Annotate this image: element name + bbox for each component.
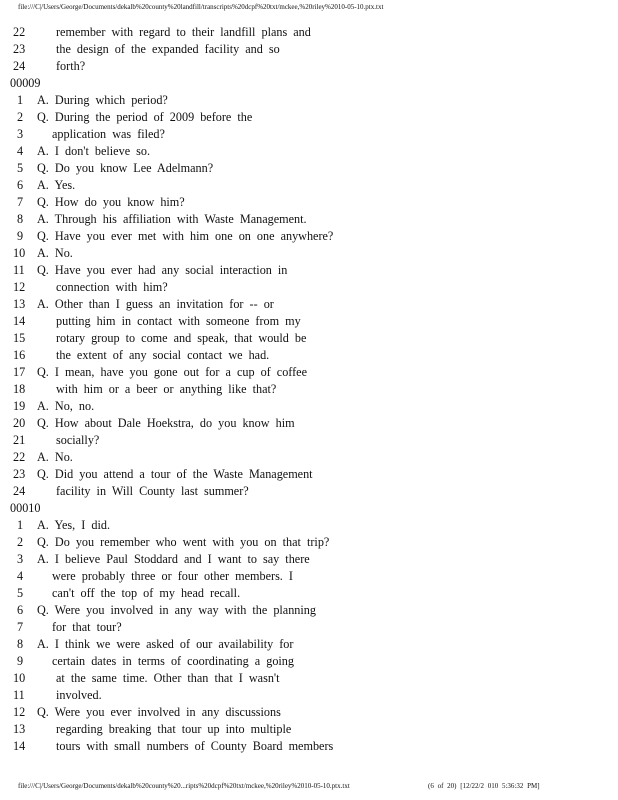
transcript-line	[0, 602, 618, 619]
page-number: 00010	[10, 501, 41, 515]
line-number: 14	[13, 739, 26, 753]
transcript-line	[0, 585, 618, 602]
line-number: 23	[13, 42, 26, 56]
line-number: 3	[17, 552, 24, 566]
line-text: Q. Have you ever had any social interaction in	[37, 263, 288, 277]
line-text: tours with small numbers of County Board members	[56, 739, 334, 753]
line-text: Q. Were you involved in any way with the planning	[37, 603, 316, 617]
file-path-footer: file:///C|/Users/George/Documents/dekalb%20county%20...ripts%20dcpf%20txt/mckee,%20riley%2010-05-10.ptx.txt	[18, 782, 350, 790]
line-number: 24	[13, 59, 26, 73]
line-number: 20	[13, 416, 26, 430]
line-number: 12	[13, 705, 26, 719]
transcript-line	[0, 279, 618, 296]
transcript-line	[0, 160, 618, 177]
line-number: 19	[13, 399, 26, 413]
line-text: forth?	[56, 59, 86, 73]
transcript-body	[0, 24, 618, 755]
line-number: 23	[13, 467, 26, 481]
line-number: 1	[17, 518, 24, 532]
line-text: A. Other than I guess an invitation for -- or	[37, 297, 274, 311]
transcript-line	[0, 670, 618, 687]
line-text: Q. Did you attend a tour of the Waste Management	[37, 467, 313, 481]
transcript-line	[0, 568, 618, 585]
line-number: 10	[13, 246, 26, 260]
line-text: with him or a beer or anything like that?	[56, 382, 277, 396]
transcript-line	[0, 228, 618, 245]
transcript-line	[0, 296, 618, 313]
transcript-line	[0, 24, 618, 41]
line-text: A. I think we were asked of our availability for	[37, 637, 294, 651]
line-number: 11	[13, 263, 25, 277]
line-number: 17	[13, 365, 26, 379]
line-text: A. No.	[37, 246, 73, 260]
line-text: regarding breaking that tour up into multiple	[56, 722, 292, 736]
line-number: 18	[13, 382, 26, 396]
transcript-line	[0, 704, 618, 721]
line-number: 7	[17, 195, 24, 209]
line-number: 8	[17, 212, 24, 226]
line-number: 7	[17, 620, 24, 634]
line-text: can't off the top of my head recall.	[52, 586, 241, 600]
line-text: certain dates in terms of coordinating a going	[52, 654, 294, 668]
line-text: Q. Do you know Lee Adelmann?	[37, 161, 214, 175]
line-text: Q. Have you ever met with him one on one anywhere?	[37, 229, 334, 243]
line-number: 15	[13, 331, 26, 345]
line-text: Q. I mean, have you gone out for a cup of coffee	[37, 365, 308, 379]
file-path-header: file:///C|/Users/George/Documents/dekalb%20county%20landfill/transcripts%20dcpf%20txt/mckee,%20riley%2010-05-10.ptx.txt	[18, 3, 384, 11]
line-number: 14	[13, 314, 26, 328]
line-number: 9	[17, 229, 24, 243]
line-number: 24	[13, 484, 26, 498]
line-number: 3	[17, 127, 24, 141]
transcript-line	[0, 721, 618, 738]
transcript-line	[0, 245, 618, 262]
line-text: Q. During the period of 2009 before the	[37, 110, 253, 124]
line-number: 9	[17, 654, 24, 668]
line-text: at the same time. Other than that I wasn't	[56, 671, 280, 685]
line-number: 2	[17, 110, 24, 124]
transcript-line	[0, 143, 618, 160]
transcript-line	[0, 211, 618, 228]
page-number-line	[0, 500, 618, 517]
line-number: 11	[13, 688, 25, 702]
transcript-line	[0, 330, 618, 347]
line-text: A. Through his affiliation with Waste Management.	[37, 212, 307, 226]
line-text: for that tour?	[52, 620, 122, 634]
line-number: 13	[13, 722, 26, 736]
transcript-line	[0, 41, 618, 58]
transcript-line	[0, 347, 618, 364]
line-number: 4	[17, 144, 24, 158]
line-text: the design of the expanded facility and so	[56, 42, 280, 56]
line-number: 4	[17, 569, 24, 583]
transcript-line	[0, 636, 618, 653]
line-number: 21	[13, 433, 26, 447]
transcript-line	[0, 619, 618, 636]
line-text: remember with regard to their landfill plans and	[56, 25, 311, 39]
transcript-line	[0, 398, 618, 415]
transcript-line	[0, 194, 618, 211]
line-text: A. Yes.	[37, 178, 76, 192]
transcript-line	[0, 483, 618, 500]
transcript-line	[0, 432, 618, 449]
line-text: A. No.	[37, 450, 73, 464]
line-text: Q. How about Dale Hoekstra, do you know him	[37, 416, 295, 430]
line-text: socially?	[56, 433, 100, 447]
transcript-line	[0, 551, 618, 568]
line-text: connection with him?	[56, 280, 168, 294]
transcript-line	[0, 534, 618, 551]
transcript-line	[0, 381, 618, 398]
line-number: 6	[17, 178, 24, 192]
line-number: 2	[17, 535, 24, 549]
transcript-line	[0, 262, 618, 279]
transcript-line	[0, 449, 618, 466]
line-text: A. Yes, I did.	[37, 518, 110, 532]
line-text: were probably three or four other members. I	[52, 569, 293, 583]
line-number: 6	[17, 603, 24, 617]
transcript-line	[0, 126, 618, 143]
transcript-line	[0, 109, 618, 126]
line-number: 8	[17, 637, 24, 651]
page-info-footer: (6 of 20) [12/22/2 010 5:36:32 PM]	[428, 782, 540, 790]
page-number: 00009	[10, 76, 41, 90]
transcript-line	[0, 653, 618, 670]
line-text: application was filed?	[52, 127, 165, 141]
transcript-line	[0, 415, 618, 432]
line-number: 5	[17, 586, 24, 600]
transcript-line	[0, 313, 618, 330]
line-text: involved.	[56, 688, 102, 702]
line-text: Q. Were you ever involved in any discussions	[37, 705, 281, 719]
line-text: rotary group to come and speak, that would be	[56, 331, 307, 345]
line-text: A. During which period?	[37, 93, 168, 107]
transcript-line	[0, 177, 618, 194]
transcript-line	[0, 92, 618, 109]
line-text: facility in Will County last summer?	[56, 484, 249, 498]
transcript-line	[0, 364, 618, 381]
line-number: 12	[13, 280, 26, 294]
line-number: 1	[17, 93, 24, 107]
line-text: Q. Do you remember who went with you on that trip?	[37, 535, 330, 549]
line-number: 22	[13, 25, 26, 39]
transcript-line	[0, 58, 618, 75]
line-text: the extent of any social contact we had.	[56, 348, 270, 362]
line-text: Q. How do you know him?	[37, 195, 185, 209]
line-text: A. I don't believe so.	[37, 144, 151, 158]
page-number-line	[0, 75, 618, 92]
line-number: 13	[13, 297, 26, 311]
line-number: 5	[17, 161, 24, 175]
transcript-line	[0, 517, 618, 534]
transcript-line	[0, 738, 618, 755]
line-number: 22	[13, 450, 26, 464]
line-number: 16	[13, 348, 26, 362]
line-text: A. I believe Paul Stoddard and I want to say there	[37, 552, 310, 566]
line-text: A. No, no.	[37, 399, 95, 413]
line-text: putting him in contact with someone from my	[56, 314, 301, 328]
transcript-line	[0, 687, 618, 704]
line-number: 10	[13, 671, 26, 685]
transcript-line	[0, 466, 618, 483]
